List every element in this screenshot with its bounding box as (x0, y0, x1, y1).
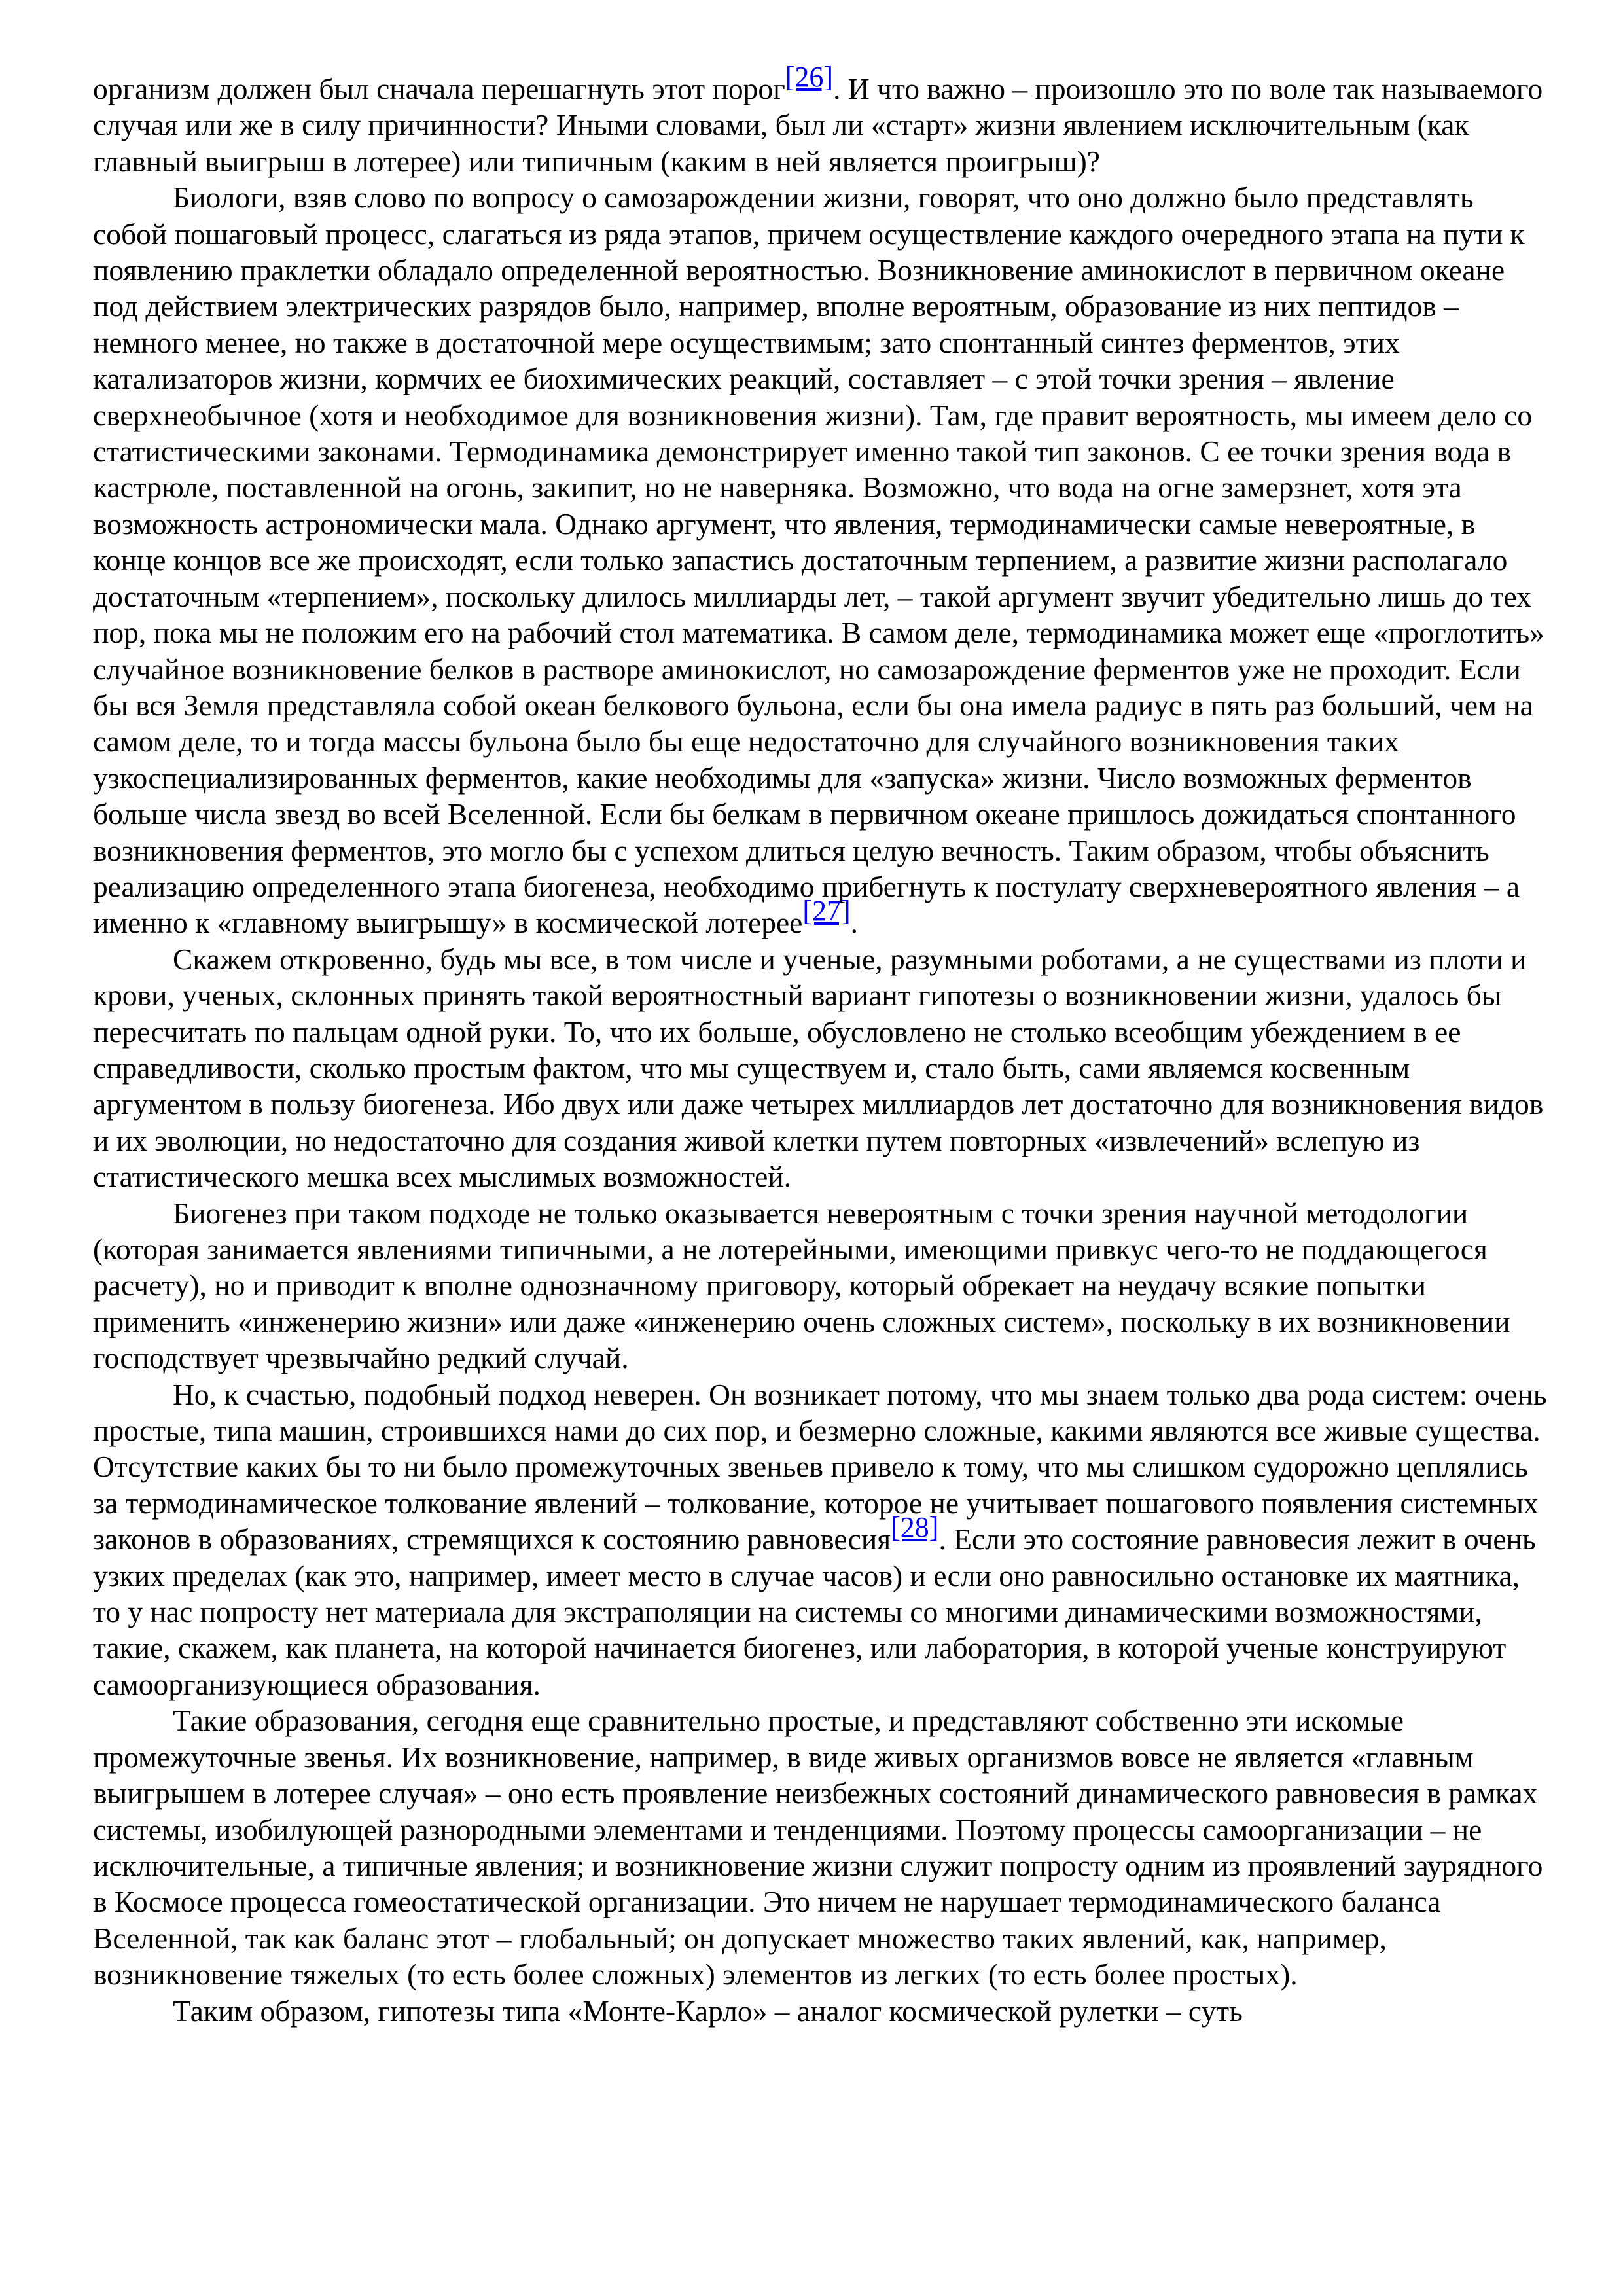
paragraph-text: Такие образования, сегодня еще сравнительно простые, и представляют собственно эти искомые промежуточные звенья. Их возникновение, например, в виде живых организмов вовсе не является «главным выигрышем в лотерее случая» – оно есть проявление неизбежных состояний динамического равновесия в рамках системы, изобилующей разнородными элементами и тенденциями. Поэтому процессы самоорганизации – не исключительные, а типичные явления; и возникновение жизни служит попросту одним из проявлений заурядного в Космосе процесса гомеостатической организации. Это ничем не нарушает термодинамического баланса Вселенной, так как баланс этот – глобальный; он допускает множество таких явлений, как, например, возникновение тяжелых (то есть более сложных) элементов из легких (то есть более простых). (93, 1704, 1543, 1992)
paragraph-text: Таким образом, гипотезы типа «Монте-Карло» – аналог космической рулетки – суть (173, 1994, 1243, 2028)
footnote-link[interactable]: [27] (802, 895, 851, 927)
paragraph-text: . (850, 906, 859, 940)
footnote-link[interactable]: [26] (785, 61, 834, 93)
paragraph (93, 61, 1550, 179)
footnote-link[interactable]: [28] (891, 1511, 939, 1544)
paragraph (93, 179, 1550, 941)
paragraph (93, 1195, 1550, 1376)
paragraph-text: Биологи, взяв слово по вопросу о самозарождении жизни, говорят, что оно должно было представлять собой пошаговый процесс, слагаться из ряда этапов, причем осуществление каждого очередного этапа на пути к появлению праклетки обладало определенной вероятностью. Возникновение аминокислот в первичном океане под действием электрических разрядов было, например, вполне вероятным, образование из них пептидов – немного менее, но также в достаточной мере осуществимым; зато спонтанный синтез ферментов, этих катализаторов жизни, кормчих ее биохимических реакций, составляет – с этой точки зрения – явление сверхнеобычное (хотя и необходимое для возникновения жизни). Там, где правит вероятность, мы имеем дело со статистическими законами. Термодинамика демонстрирует именно такой тип законов. С ее точки зрения вода в кастрюле, поставленной на огонь, закипит, но не наверняка. Возможно, что вода на огне замерзнет, хотя эта возможность астрономически мала. Однако аргумент, что явления, термодинамически самые невероятные, в конце концов все же происходят, если только запастись достаточным терпением, а развитие жизни располагало достаточным «терпением», поскольку длилось миллиарды лет, – такой аргумент звучит убедительно лишь до тех пор, пока мы не положим его на рабочий стол математика. В самом деле, термодинамика может еще «проглотить» случайное возникновение белков в растворе аминокислот, но самозарождение ферментов уже не проходит. Если бы вся Земля представляла собой океан белкового бульона, если бы она имела радиус в пять раз больший, чем на самом деле, то и тогда массы бульона было бы еще недостаточно для случайного возникновения таких узкоспециализированных ферментов, какие необходимы для «запуска» жизни. Число возможных ферментов больше числа звезд во всей Вселенной. Если бы белкам в первичном океане пришлось дожидаться спонтанного возникновения ферментов, это могло бы с успехом длиться целую вечность. Таким образом, чтобы объяснить реализацию определенного этапа биогенеза, необходимо прибегнуть к постулату сверхневероятного явления – а именно к «главному выигрышу» в космической лотерее (93, 181, 1544, 940)
paragraph-text: . И что важно – произошло это по воле так называемого случая или же в силу причинности? Иными словами, был ли «старт» жизни явлением исключительным (как главный выигрыш в лотерее) или типичным (каким в ней является проигрыш)? (93, 72, 1543, 178)
paragraph (93, 941, 1550, 1195)
paragraph-text: организм должен был сначала перешагнуть этот порог (93, 72, 785, 105)
document-page (93, 61, 1550, 2029)
paragraph-text: Скажем откровенно, будь мы все, в том числе и ученые, разумными роботами, а не существами из плоти и крови, ученых, склонных принять такой вероятностный вариант гипотезы о возникновении жизни, удалось бы пересчитать по пальцам одной руки. То, что их больше, обусловлено не столько всеобщим убеждением в ее справедливости, сколько простым фактом, что мы существуем и, стало быть, сами являемся косвенным аргументом в пользу биогенеза. Ибо двух или даже четырех миллиардов лет достаточно для возникновения видов и их эволюции, но недостаточно для создания живой клетки путем повторных «извлечений» вслепую из статистического мешка всех мыслимых возможностей. (93, 942, 1544, 1194)
paragraph (93, 1376, 1550, 1703)
paragraph (93, 1702, 1550, 1992)
paragraph (93, 1993, 1550, 2029)
paragraph-text: Биогенез при таком подходе не только оказывается невероятным с точки зрения научной методологии (которая занимается явлениями типичными, а не лотерейными, имеющими привкус чего-то не поддающегося расчету), но и приводит к вполне однозначному приговору, который обрекает на неудачу всякие попытки применить «инженерию жизни» или даже «инженерию очень сложных систем», поскольку в их возникновении господствует чрезвычайно редкий случай. (93, 1196, 1510, 1375)
paragraph-text: . Если это состояние равновесия лежит в очень узких пределах (как это, например, имеет место в случае часов) и если оно равносильно остановке их маятника, то у нас попросту нет материала для экстраполяции на системы со многими динамическими возможностями, такие, скажем, как планета, на которой начинается биогенез, или лаборатория, в которой ученые конструируют самоорганизующиеся образования. (93, 1522, 1536, 1701)
paragraph-text: Но, к счастью, подобный подход неверен. Он возникает потому, что мы знаем только два рода систем: очень простые, типа машин, строившихся нами до сих пор, и безмерно сложные, какими являются все живые существа. Отсутствие каких бы то ни было промежуточных звеньев привело к тому, что мы слишком судорожно цеплялись за термодинамическое толкование явлений – толкование, которое не учитывает пошагового появления системных законов в образованиях, стремящихся к состоянию равновесия (93, 1377, 1547, 1556)
